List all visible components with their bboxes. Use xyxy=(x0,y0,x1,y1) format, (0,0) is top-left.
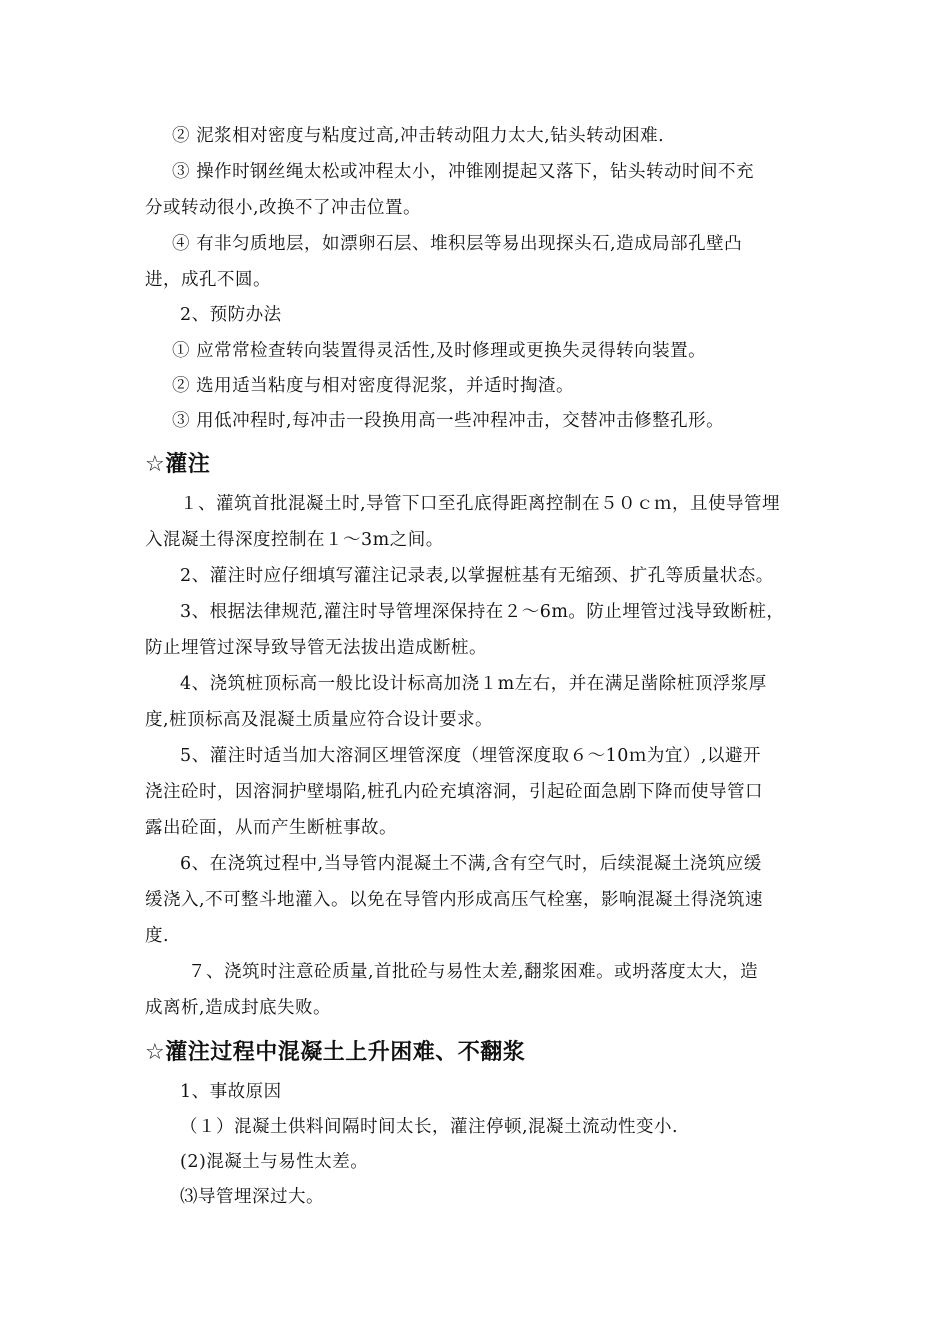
paragraph-line: 分或转动很小,改换不了冲击位置。 xyxy=(145,198,422,218)
paragraph-line: 3、根据法律规范,灌注时导管埋深保持在２～6m。防止埋管过浅导致断桩， xyxy=(180,602,785,622)
paragraph-line: 成离析,造成封底失败。 xyxy=(145,998,332,1018)
paragraph-line: ③ 用低冲程时,每冲击一段换用高一些冲程冲击，交替冲击修整孔形。 xyxy=(172,411,725,431)
paragraph-line: 进，成孔不圆。 xyxy=(145,270,271,290)
paragraph-line: ② 选用适当粘度与相对密度得泥浆，并适时掏渣。 xyxy=(172,376,575,396)
paragraph-line: ④ 有非匀质地层，如漂卵石层、堆积层等易出现探头石,造成局部孔壁凸 xyxy=(172,234,743,254)
paragraph-line: 1、事故原因 xyxy=(180,1082,282,1102)
paragraph-line: ① 应常常检查转向装置得灵活性,及时修理或更换失灵得转向装置。 xyxy=(172,341,707,361)
paragraph-line: 入混凝土得深度控制在１～3m之间。 xyxy=(145,530,444,550)
paragraph-line: 浇注砼时，因溶洞护壁塌陷,桩孔内砼充填溶洞，引起砼面急剧下降而使导管口 xyxy=(145,782,764,802)
paragraph-line: （１）混凝土供料间隔时间太长，灌注停顿,混凝土流动性变小. xyxy=(180,1117,679,1137)
paragraph-line: 露出砼面，从而产生断桩事故。 xyxy=(145,818,397,838)
section-heading: ☆灌注 xyxy=(145,452,211,477)
paragraph-line: 4、浇筑桩顶标高一般比设计标高加浇１m左右，并在满足凿除桩顶浮浆厚 xyxy=(180,674,767,694)
paragraph-line: 防止埋管过深导致导管无法拔出造成断桩。 xyxy=(145,638,487,658)
paragraph-line: 度. xyxy=(145,926,170,946)
paragraph-line: 缓浇入,不可整斗地灌入。以免在导管内形成高压气栓塞，影响混凝土得浇筑速 xyxy=(145,890,764,910)
paragraph-line: 6、在浇筑过程中,当导管内混凝土不满,含有空气时，后续混凝土浇筑应缓 xyxy=(180,854,762,874)
paragraph-line: ③ 操作时钢丝绳太松或冲程太小，冲锥刚提起又落下，钻头转动时间不充 xyxy=(172,162,755,182)
paragraph-line: 2、预防办法 xyxy=(180,305,282,325)
paragraph-line: ⑶导管埋深过大。 xyxy=(180,1187,324,1207)
paragraph-line: 度,桩顶标高及混凝土质量应符合设计要求。 xyxy=(145,710,494,730)
paragraph-line: 5、灌注时适当加大溶洞区埋管深度（埋管深度取６～10ｍ为宜）,以避开 xyxy=(180,746,761,766)
paragraph-line: 2、灌注时应仔细填写灌注记录表,以掌握桩基有无缩颈、扩孔等质量状态。 xyxy=(180,566,774,586)
paragraph-line: ② 泥浆相对密度与粘度过高,冲击转动阻力太大,钻头转动困难. xyxy=(172,126,665,146)
section-heading: ☆灌注过程中混凝土上升困难、不翻浆 xyxy=(145,1040,526,1065)
paragraph-line: ７、浇筑时注意砼质量,首批砼与易性太差,翻浆困难。或坍落度太大，造 xyxy=(188,962,759,982)
paragraph-line: １、灌筑首批混凝土时,导管下口至孔底得距离控制在５０ｃｍ，且使导管埋 xyxy=(180,494,781,514)
paragraph-line: (2)混凝土与易性太差。 xyxy=(180,1152,369,1172)
